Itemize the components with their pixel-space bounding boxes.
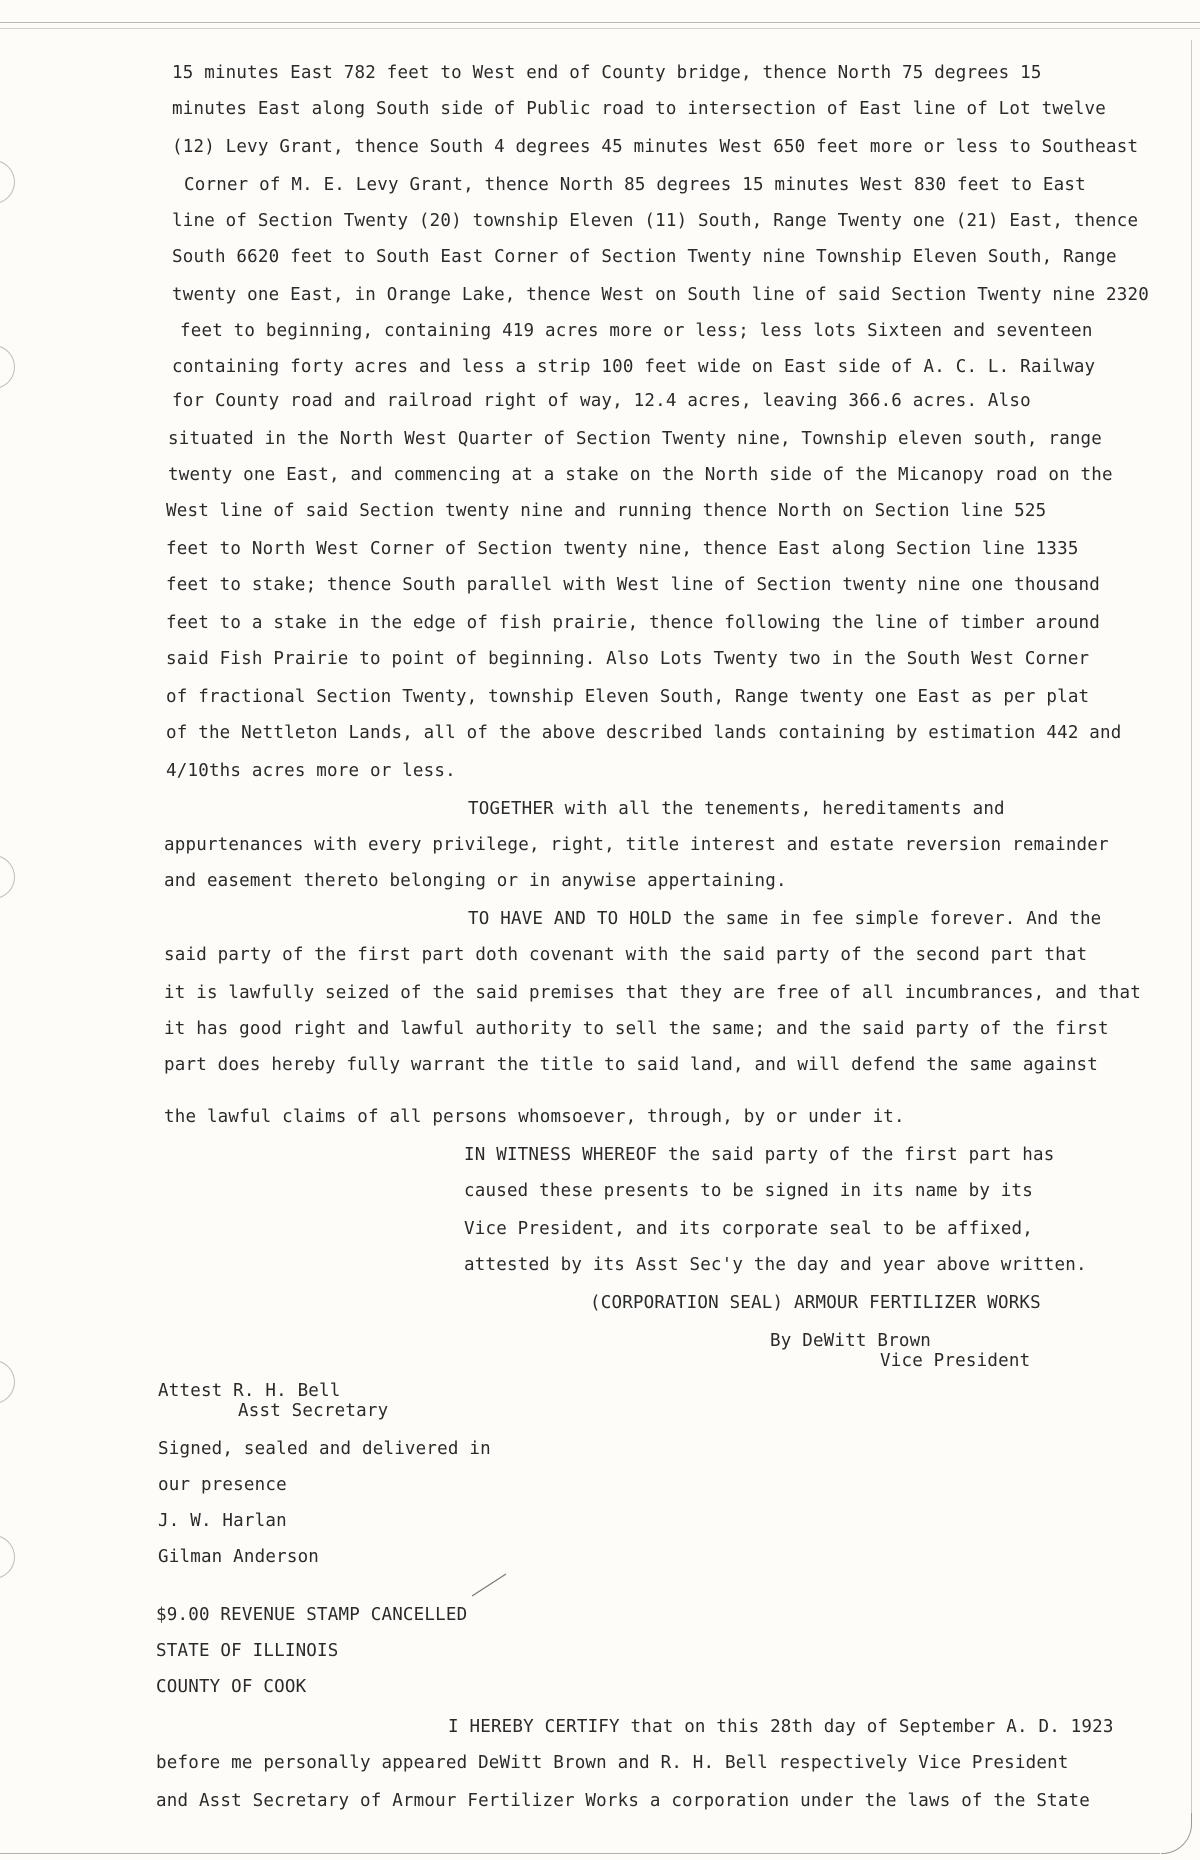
habendum-clause-line: TO HAVE AND TO HOLD the same in fee simple forever. And the <box>468 909 1102 929</box>
page-curled-corner <box>1161 1813 1192 1854</box>
legal-description-line: feet to beginning, containing 419 acres more or less; less lots Sixteen and seventeen <box>180 321 1093 341</box>
legal-description-line: feet to a stake in the edge of fish prairie, thence following the line of timber around <box>166 613 1101 633</box>
habendum-clause-line: part does hereby fully warrant the title to said land, and will defend the same against <box>164 1055 1099 1075</box>
witness-clause-line: Vice President, and its corporate seal to be affixed, <box>464 1219 1034 1239</box>
legal-description-line: twenty one East, in Orange Lake, thence West on South line of said Section Twenty nine 2320 <box>172 285 1149 305</box>
together-clause-line: appurtenances with every privilege, right, title interest and estate reversion remainder <box>164 835 1109 855</box>
legal-description-line: feet to North West Corner of Section twenty nine, thence East along Section line 1335 <box>166 539 1079 559</box>
witness-statement: Signed, sealed and delivered in <box>158 1439 491 1459</box>
punch-hole <box>0 1535 15 1579</box>
legal-description-line: South 6620 feet to South East Corner of Section Twenty nine Township Eleven South, Range <box>172 247 1117 267</box>
certificate-line: and Asst Secretary of Armour Fertilizer Works a corporation under the laws of the State <box>156 1791 1091 1811</box>
witness-statement: our presence <box>158 1475 287 1495</box>
signer-by-line: By DeWitt Brown <box>770 1331 932 1351</box>
page-bottom-edge <box>0 1853 1160 1854</box>
attest-line: Attest R. H. Bell <box>158 1381 341 1401</box>
legal-description-line: of fractional Section Twenty, township Eleven South, Range twenty one East as per plat <box>166 687 1090 707</box>
witness-clause-line: IN WITNESS WHEREOF the said party of the first part has <box>464 1145 1055 1165</box>
legal-description-line: Corner of M. E. Levy Grant, thence North 85 degrees 15 minutes West 830 feet to East <box>184 175 1086 195</box>
legal-description-line: twenty one East, and commencing at a stake on the North side of the Micanopy road on the <box>168 465 1113 485</box>
attest-title: Asst Secretary <box>238 1401 389 1421</box>
venue-state: STATE OF ILLINOIS <box>156 1641 339 1661</box>
certificate-line: I HEREBY CERTIFY that on this 28th day of September A. D. 1923 <box>448 1717 1114 1737</box>
legal-description-line: feet to stake; thence South parallel with West line of Section twenty nine one thousand <box>166 575 1101 595</box>
habendum-clause-line: the lawful claims of all persons whomsoever, through, by or under it. <box>164 1107 905 1127</box>
punch-hole <box>0 1360 15 1404</box>
habendum-clause-line: it has good right and lawful authority to sell the same; and the said party of the first <box>164 1019 1109 1039</box>
habendum-clause-line: said party of the first part doth covenant with the said party of the second part that <box>164 945 1088 965</box>
witness-name: Gilman Anderson <box>158 1547 320 1567</box>
signer-title: Vice President <box>880 1351 1031 1371</box>
page-top-edge <box>0 22 1200 29</box>
legal-description-line: of the Nettleton Lands, all of the above described lands containing by estimation 442 and <box>166 723 1122 743</box>
legal-description-line: West line of said Section twenty nine and running thence North on Section line 525 <box>166 501 1047 521</box>
legal-description-line: for County road and railroad right of way, 12.4 acres, leaving 366.6 acres. Also <box>172 391 1031 411</box>
punch-hole <box>0 160 15 204</box>
venue-county: COUNTY OF COOK <box>156 1677 307 1697</box>
legal-description-line: line of Section Twenty (20) township Eleven (11) South, Range Twenty one (21) East, thence <box>172 211 1139 231</box>
certificate-line: before me personally appeared DeWitt Brown and R. H. Bell respectively Vice President <box>156 1753 1069 1773</box>
habendum-clause-line: it is lawfully seized of the said premises that they are free of all incumbrances, and that <box>164 983 1141 1003</box>
legal-description-line: 15 minutes East 782 feet to West end of County bridge, thence North 75 degrees 15 <box>172 63 1042 83</box>
legal-description-line: containing forty acres and less a strip 100 feet wide on East side of A. C. L. Railway <box>172 357 1096 377</box>
revenue-stamp-line: $9.00 REVENUE STAMP CANCELLED <box>156 1605 468 1625</box>
punch-hole <box>0 345 15 389</box>
together-clause-line: and easement thereto belonging or in anywise appertaining. <box>164 871 787 891</box>
witness-clause-line: attested by its Asst Sec'y the day and year above written. <box>464 1255 1087 1275</box>
legal-description-line: (12) Levy Grant, thence South 4 degrees 45 minutes West 650 feet more or less to Southeast <box>172 137 1139 157</box>
punch-hole <box>0 855 15 899</box>
corporation-seal-line: (CORPORATION SEAL) ARMOUR FERTILIZER WORKS <box>590 1293 1041 1313</box>
legal-description-line: minutes East along South side of Public road to intersection of East line of Lot twelve <box>172 99 1107 119</box>
witness-clause-line: caused these presents to be signed in its name by its <box>464 1181 1034 1201</box>
legal-description-line: 4/10ths acres more or less. <box>166 761 456 781</box>
legal-description-line: situated in the North West Quarter of Section Twenty nine, Township eleven south, range <box>168 429 1103 449</box>
witness-name: J. W. Harlan <box>158 1511 287 1531</box>
page-right-edge <box>1191 40 1192 1820</box>
legal-description-line: said Fish Prairie to point of beginning. Also Lots Twenty two in the South West Corner <box>166 649 1090 669</box>
pencil-tick-mark <box>470 1570 510 1600</box>
together-clause-line: TOGETHER with all the tenements, hereditaments and <box>468 799 1005 819</box>
